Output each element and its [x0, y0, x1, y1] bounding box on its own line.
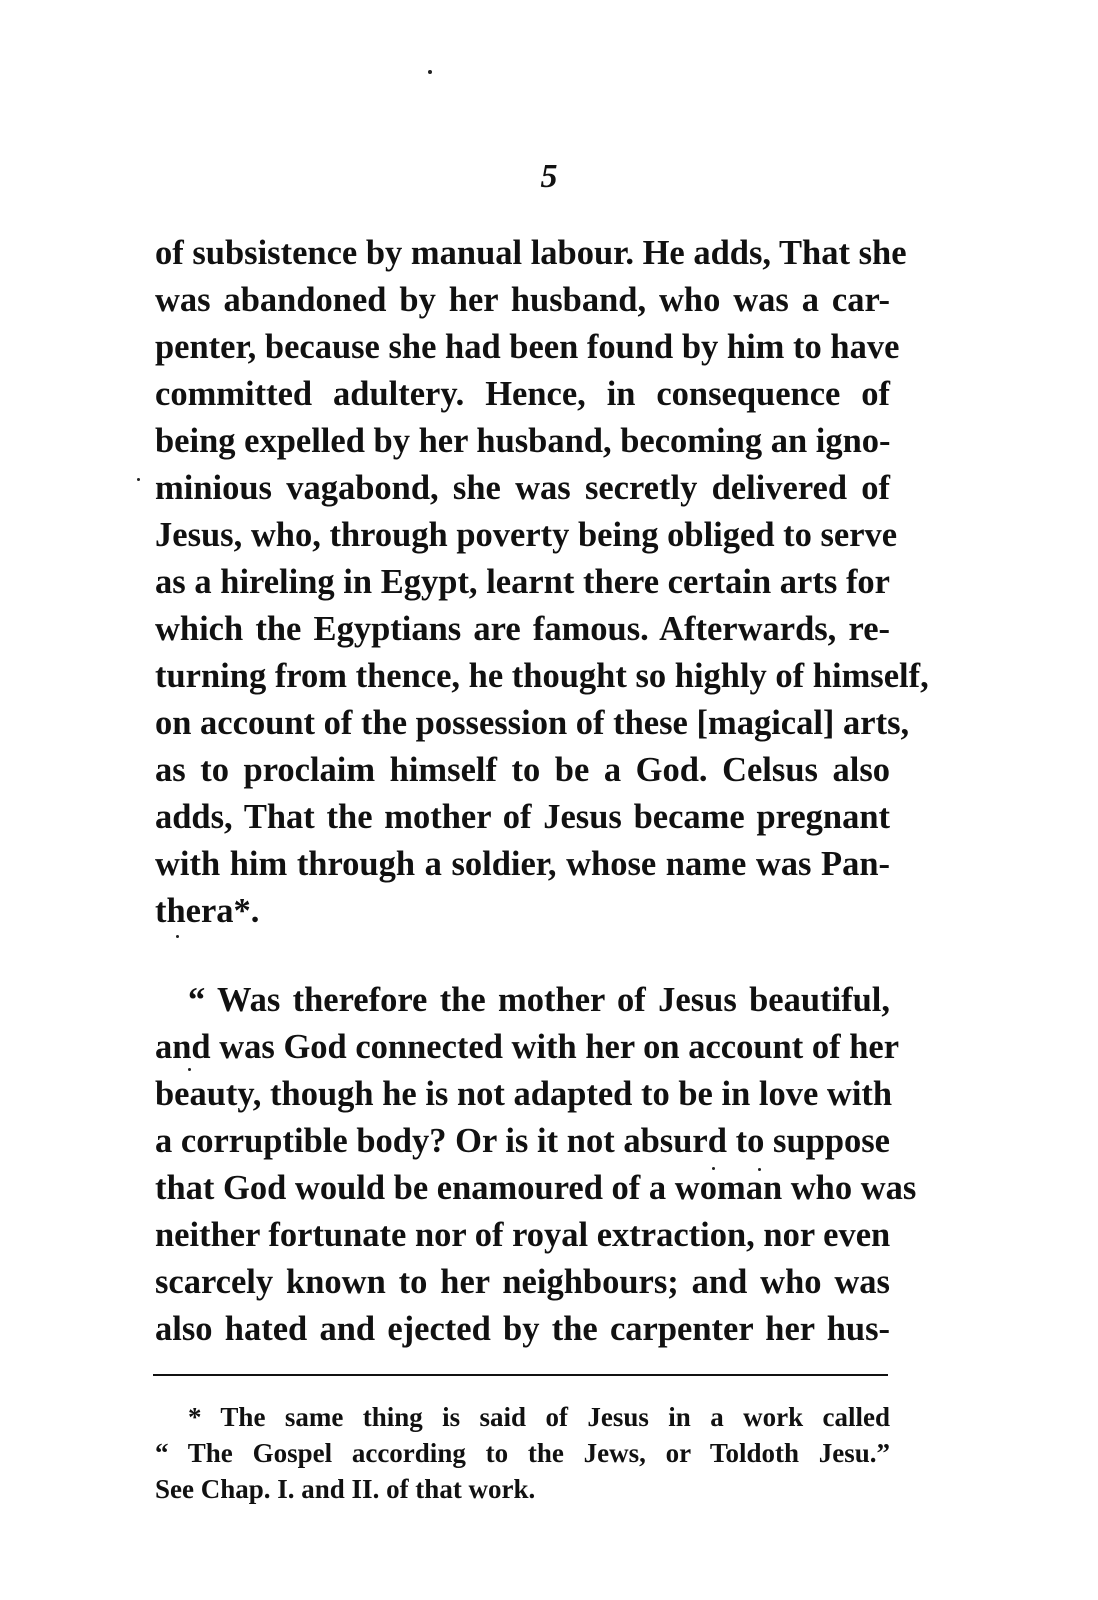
ink-speck: [137, 478, 140, 481]
ink-speck: [428, 70, 432, 74]
page-number: 5: [540, 158, 558, 195]
text-line: and was God connected with her on account of her: [155, 1028, 900, 1066]
text-line: which the Egyptians are famous. Afterwards, re-: [155, 610, 890, 648]
ink-speck: [176, 935, 179, 938]
text-line: as a hireling in Egypt, learnt there certain arts for: [155, 563, 890, 601]
text-line: beauty, though he is not adapted to be in love with: [155, 1075, 893, 1113]
text-line: Jesus, who, through poverty being obliged to serve: [155, 516, 898, 554]
text-line: adds, That the mother of Jesus became pregnant: [155, 798, 890, 836]
text-line: with him through a soldier, whose name was Pan-: [155, 845, 890, 883]
text-line: scarcely known to her neighbours; and who was: [155, 1263, 890, 1301]
text-line: was abandoned by her husband, who was a car-: [155, 281, 890, 319]
text-line: minious vagabond, she was secretly delivered of: [155, 469, 890, 507]
text-line: of subsistence by manual labour. He adds, That she: [155, 234, 907, 272]
text-line: as to proclaim himself to be a God. Celsus also: [155, 751, 890, 789]
text-line: thera*.: [155, 892, 260, 930]
text-line: on account of the possession of these [magical] arts,: [155, 704, 910, 742]
text-line: “ Was therefore the mother of Jesus beautiful,: [188, 981, 890, 1019]
text-line: also hated and ejected by the carpenter her hus-: [155, 1310, 890, 1348]
footnote-line: “ The Gospel according to the Jews, or Toldoth Jesu.”: [155, 1438, 890, 1468]
footnote-line: See Chap. I. and II. of that work.: [155, 1474, 536, 1504]
footnote-rule: [153, 1374, 888, 1376]
text-line: committed adultery. Hence, in consequence of: [155, 375, 890, 413]
text-line: turning from thence, he thought so highly of himself,: [155, 657, 929, 695]
footnote-line: * The same thing is said of Jesus in a work called: [188, 1402, 890, 1432]
text-line: penter, because she had been found by him to have: [155, 328, 900, 366]
text-line: neither fortunate nor of royal extraction, nor even: [155, 1216, 891, 1254]
text-line: a corruptible body? Or is it not absurd to suppose: [155, 1122, 890, 1160]
text-line: being expelled by her husband, becoming an igno-: [155, 422, 891, 460]
text-line: that God would be enamoured of a woman who was: [155, 1169, 917, 1207]
